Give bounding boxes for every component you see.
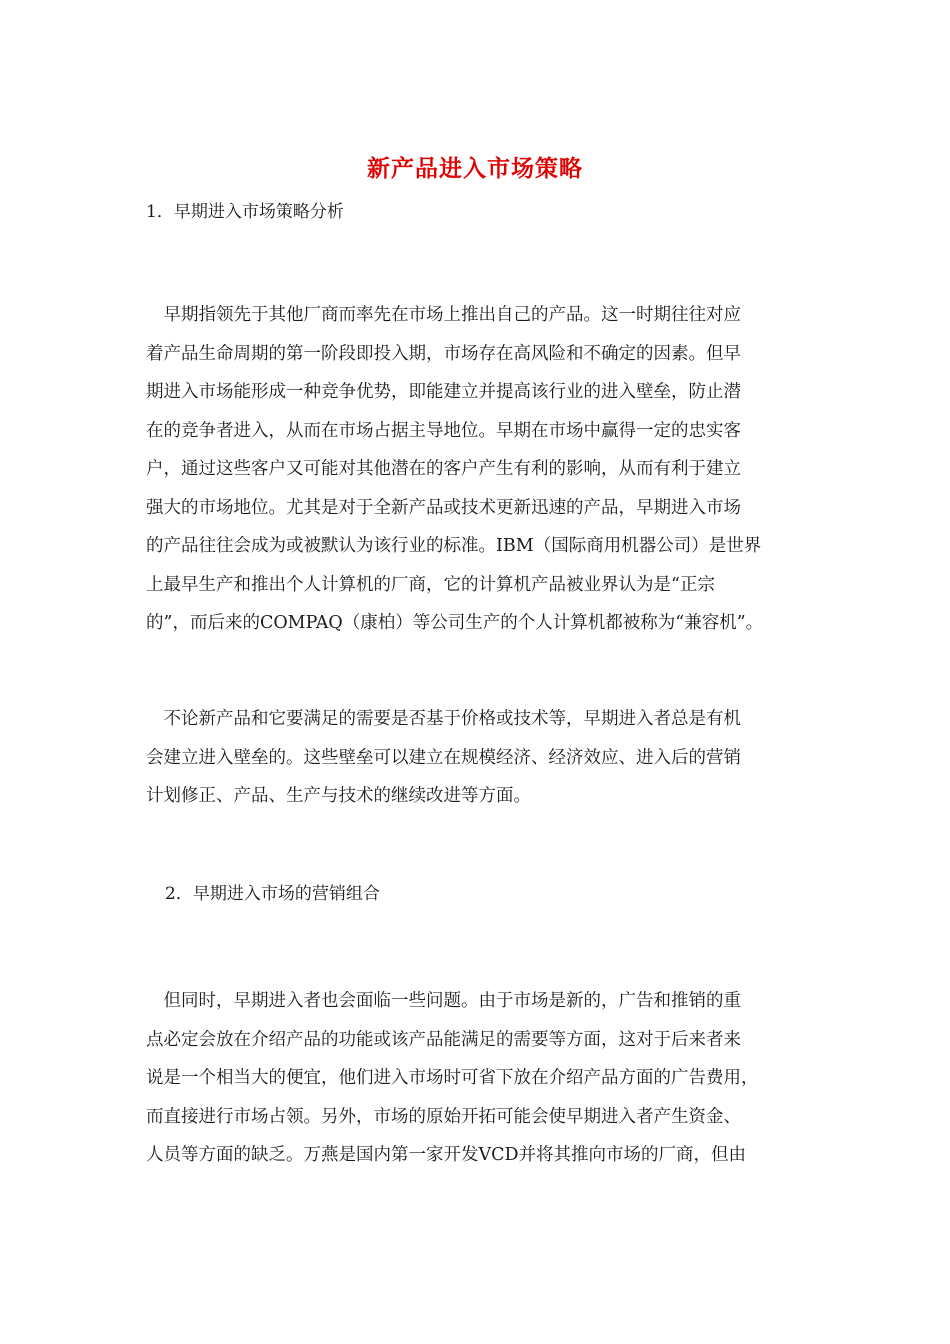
paragraph-3 [146,982,806,1175]
paragraph-line: 人员等方面的缺乏。万燕是国内第一家开发VCD并将其推向市场的厂商，但由 [146,1145,747,1165]
paragraph-line: 计划修正、产品、生产与技术的继续改进等方面。 [146,786,531,806]
paragraph-1 [146,296,806,643]
paragraph-line: 上最早生产和推出个人计算机的厂商，它的计算机产品被业界认为是“正宗 [146,574,715,595]
paragraph-line: 会建立进入壁垒的。这些壁垒可以建立在规模经济、经济效应、进入后的营销 [146,747,741,768]
paragraph-line: 期进入市场能形成一种竞争优势，即能建立并提高该行业的进入壁垒，防止潜 [146,382,741,402]
paragraph-line: 着产品生命周期的第一阶段即投入期，市场存在高风险和不确定的因素。但早 [146,343,741,364]
paragraph-line: 的产品往往会成为或被默认为该行业的标准。IBM（国际商用机器公司）是世界 [146,536,762,556]
paragraph-line: 户，通过这些客户又可能对其他潜在的客户产生有利的影响，从而有利于建立 [146,459,741,479]
paragraph-2 [146,700,806,816]
section-heading-1: 1．早期进入市场策略分析 [146,202,344,222]
paragraph-line: 说是一个相当大的便宜，他们进入市场时可省下放在介绍产品方面的广告费用， [146,1068,759,1088]
paragraph-line: 而直接进行市场占领。另外，市场的原始开拓可能会使早期进入者产生资金、 [146,1106,741,1127]
paragraph-line: 强大的市场地位。尤其是对于全新产品或技术更新迅速的产品，早期进入市场 [146,497,741,518]
paragraph-line: 点必定会放在介绍产品的功能或该产品能满足的需要等方面，这对于后来者来 [146,1029,741,1050]
paragraph-line: 不论新产品和它要满足的需要是否基于价格或技术等，早期进入者总是有机 [146,709,741,729]
document-title: 新产品进入市场策略 [367,155,583,182]
paragraph-line: 的”，而后来的COMPAQ（康柏）等公司生产的个人计算机都被称为“兼容机”。 [146,613,764,633]
section-heading-2: 2．早期进入市场的营销组合 [165,884,380,904]
paragraph-line: 在的竞争者进入，从而在市场占据主导地位。早期在市场中赢得一定的忠实客 [146,420,741,441]
paragraph-line: 但同时，早期进入者也会面临一些问题。由于市场是新的，广告和推销的重 [146,991,741,1011]
paragraph-line: 早期指领先于其他厂商而率先在市场上推出自己的产品。这一时期往往对应 [146,305,741,325]
